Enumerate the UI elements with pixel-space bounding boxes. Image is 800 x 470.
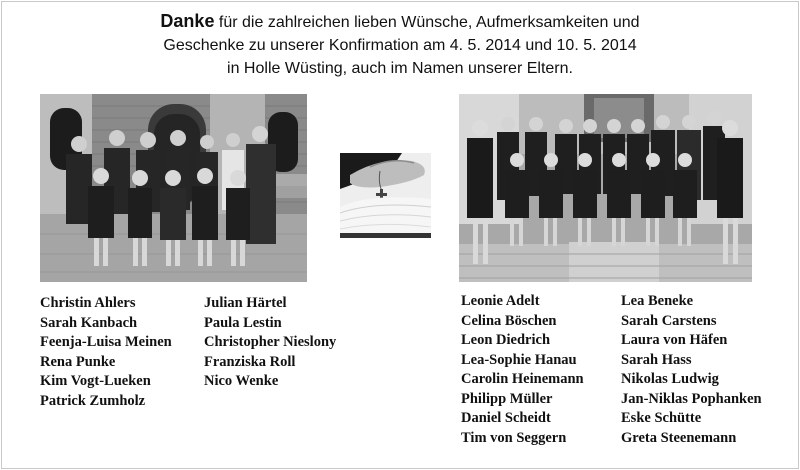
list-item: Christopher Nieslony <box>204 334 337 350</box>
thank-you-heading <box>0 10 800 80</box>
list-item: Paula Lestin <box>204 314 282 331</box>
list-item: Feenja-Luisa Meinen <box>40 334 172 350</box>
list-item: Carolin Heinemann <box>461 371 584 387</box>
names-left-column-2 <box>204 294 336 392</box>
list-item: Rena Punke <box>40 353 116 370</box>
list-item: Christin Ahlers <box>40 295 136 311</box>
names-right-column-2 <box>621 292 762 448</box>
list-item: Kim Vogt-Lueken <box>40 373 151 389</box>
list-item: Celina Böschen <box>461 312 557 329</box>
names-left-column-1 <box>40 294 172 411</box>
heading-line-1-rest: für die zahlreichen lieben Wünsche, Aufmerksamkeiten und <box>214 14 640 31</box>
heading-line-3: in Holle Wüsting, auch im Namen unserer Eltern. <box>227 60 573 77</box>
list-item: Greta Steenemann <box>621 429 737 446</box>
list-item: Nikolas Ludwig <box>621 371 719 387</box>
list-item: Sarah Hass <box>621 351 692 368</box>
group-photo-left <box>40 94 307 282</box>
names-right-column-1 <box>461 292 584 448</box>
group-photo-right <box>459 94 752 282</box>
bible-photo-middle <box>340 153 431 238</box>
list-item: Franziska Roll <box>204 353 296 370</box>
list-item: Julian Härtel <box>204 295 287 311</box>
list-item: Sarah Carstens <box>621 312 717 329</box>
list-item: Eske Schütte <box>621 410 702 426</box>
list-item: Tim von Seggern <box>461 429 567 446</box>
list-item: Daniel Scheidt <box>461 410 551 426</box>
list-item: Sarah Kanbach <box>40 314 138 331</box>
list-item: Leonie Adelt <box>461 293 540 309</box>
heading-line-1 <box>0 10 800 34</box>
list-item: Nico Wenke <box>204 373 279 389</box>
list-item: Philipp Müller <box>461 390 553 407</box>
list-item: Leon Diedrich <box>461 332 551 348</box>
list-item: Laura von Häfen <box>621 332 728 348</box>
list-item: Jan-Niklas Pophanken <box>621 390 762 407</box>
list-item: Patrick Zumholz <box>40 392 146 409</box>
list-item: Lea Beneke <box>621 293 694 309</box>
heading-line-2: Geschenke zu unserer Konfirmation am 4. 5. 2014 und 10. 5. 2014 <box>163 37 637 54</box>
list-item: Lea-Sophie Hanau <box>461 351 577 368</box>
heading-danke: Danke <box>160 11 215 31</box>
